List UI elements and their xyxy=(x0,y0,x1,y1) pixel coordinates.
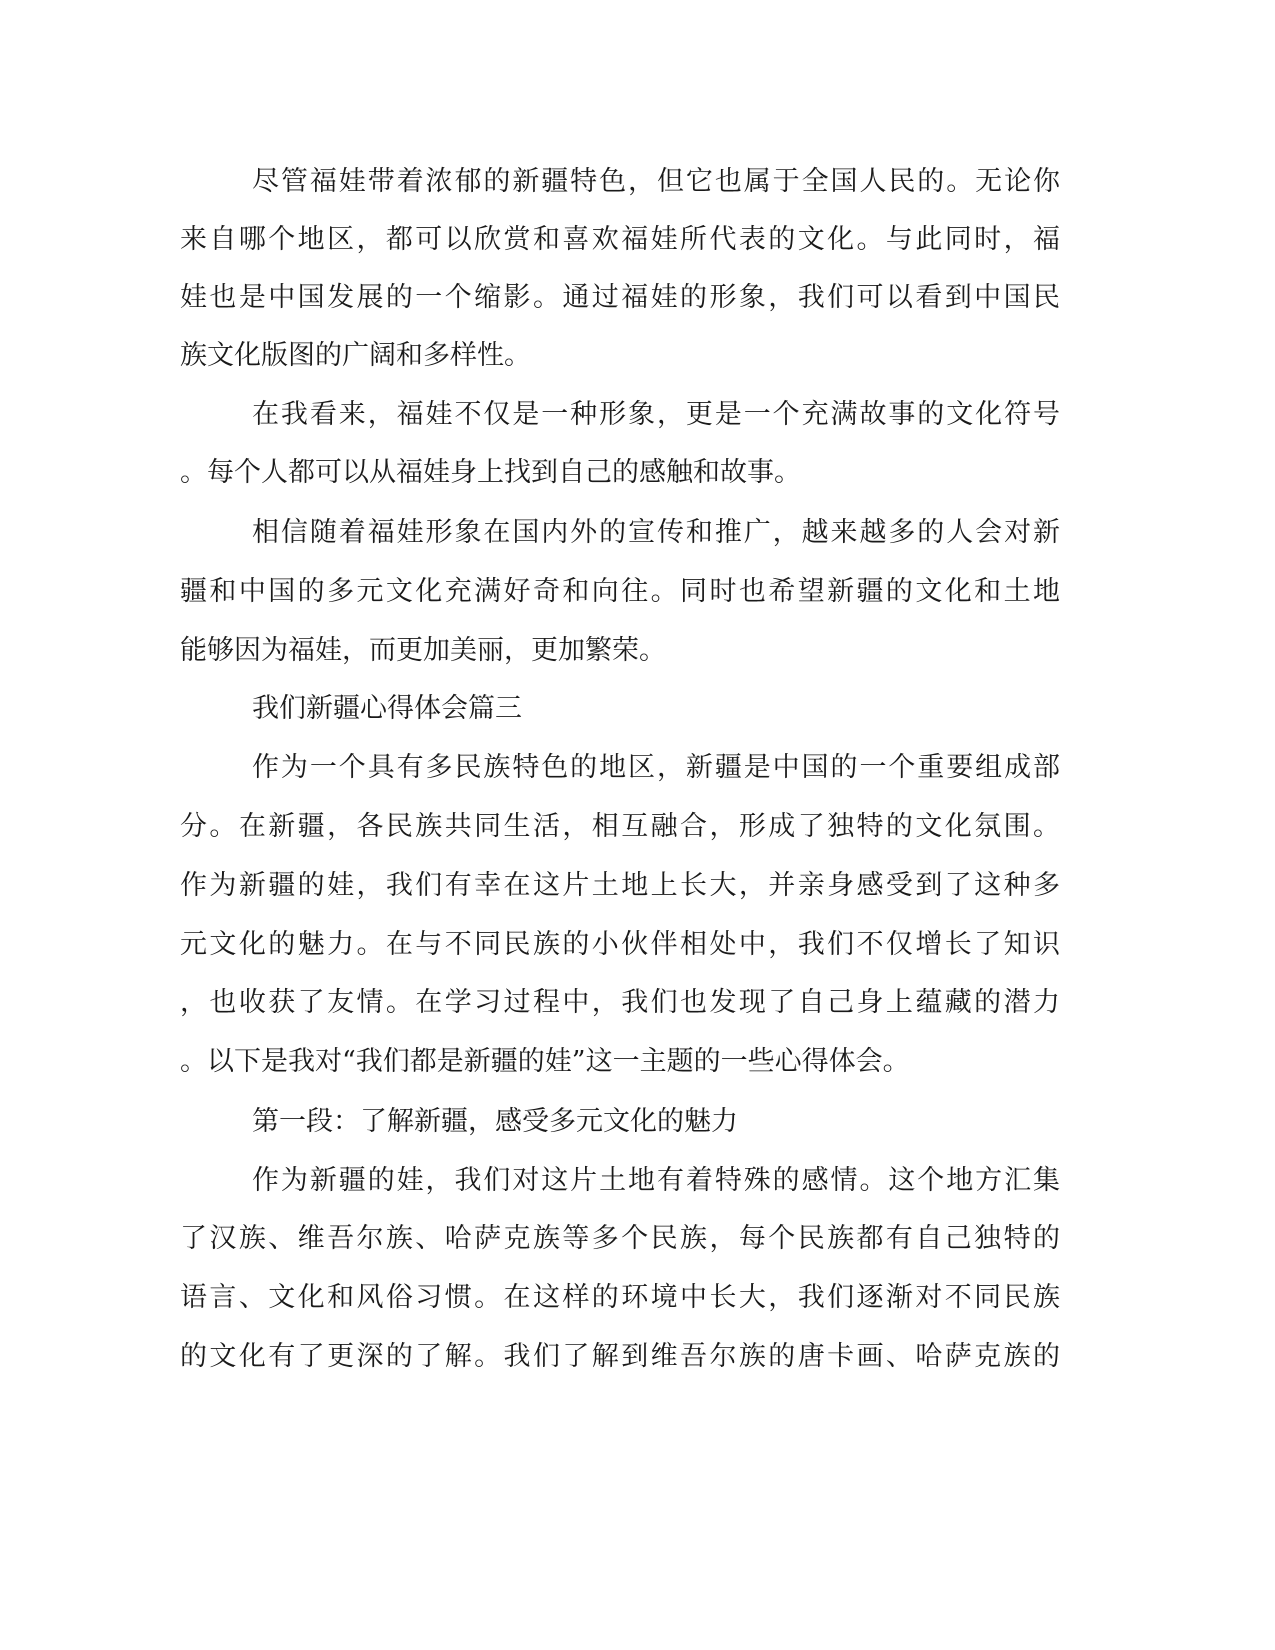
text-line: 来自哪个地区，都可以欣赏和喜欢福娃所代表的文化。与此同时，福 xyxy=(180,224,1060,255)
text-line: 元文化的魅力。在与不同民族的小伙伴相处中，我们不仅增长了知识 xyxy=(180,929,1060,960)
text-line: 了汉族、维吾尔族、哈萨克族等多个民族，每个民族都有自己独特的 xyxy=(180,1223,1060,1254)
text-line: 能够因为福娃，而更加美丽，更加繁荣。 xyxy=(180,635,666,666)
text-line: 。以下是我对“我们都是新疆的娃”这一主题的一些心得体会。 xyxy=(180,1046,910,1077)
text-line: 相信随着福娃形象在国内外的宣传和推广，越来越多的人会对新 xyxy=(252,517,1060,548)
text-line: 作为一个具有多民族特色的地区，新疆是中国的一个重要组成部 xyxy=(252,752,1060,783)
text-line: 作为新疆的娃，我们对这片土地有着特殊的感情。这个地方汇集 xyxy=(252,1165,1060,1196)
text-line: 分。在新疆，各民族共同生活，相互融合，形成了独特的文化氛围。 xyxy=(180,811,1060,842)
text-line: 族文化版图的广阔和多样性。 xyxy=(180,340,531,371)
text-line: 疆和中国的多元文化充满好奇和向往。同时也希望新疆的文化和土地 xyxy=(180,576,1060,607)
text-line: ，也收获了友情。在学习过程中，我们也发现了自己身上蕴藏的潜力 xyxy=(180,987,1060,1018)
text-line: 语言、文化和风俗习惯。在这样的环境中长大，我们逐渐对不同民族 xyxy=(180,1282,1060,1313)
subsection-heading: 第一段：了解新疆，感受多元文化的魅力 xyxy=(252,1106,738,1137)
section-heading: 我们新疆心得体会篇三 xyxy=(252,693,522,724)
text-line: 的文化有了更深的了解。我们了解到维吾尔族的唐卡画、哈萨克族的 xyxy=(180,1341,1060,1372)
text-line: 尽管福娃带着浓郁的新疆特色，但它也属于全国人民的。无论你 xyxy=(252,166,1060,197)
text-line: 。每个人都可以从福娃身上找到自己的感触和故事。 xyxy=(180,457,801,488)
text-line: 作为新疆的娃，我们有幸在这片土地上长大，并亲身感受到了这种多 xyxy=(180,870,1060,901)
text-line: 娃也是中国发展的一个缩影。通过福娃的形象，我们可以看到中国民 xyxy=(180,282,1060,313)
text-line: 在我看来，福娃不仅是一种形象，更是一个充满故事的文化符号 xyxy=(252,399,1060,430)
